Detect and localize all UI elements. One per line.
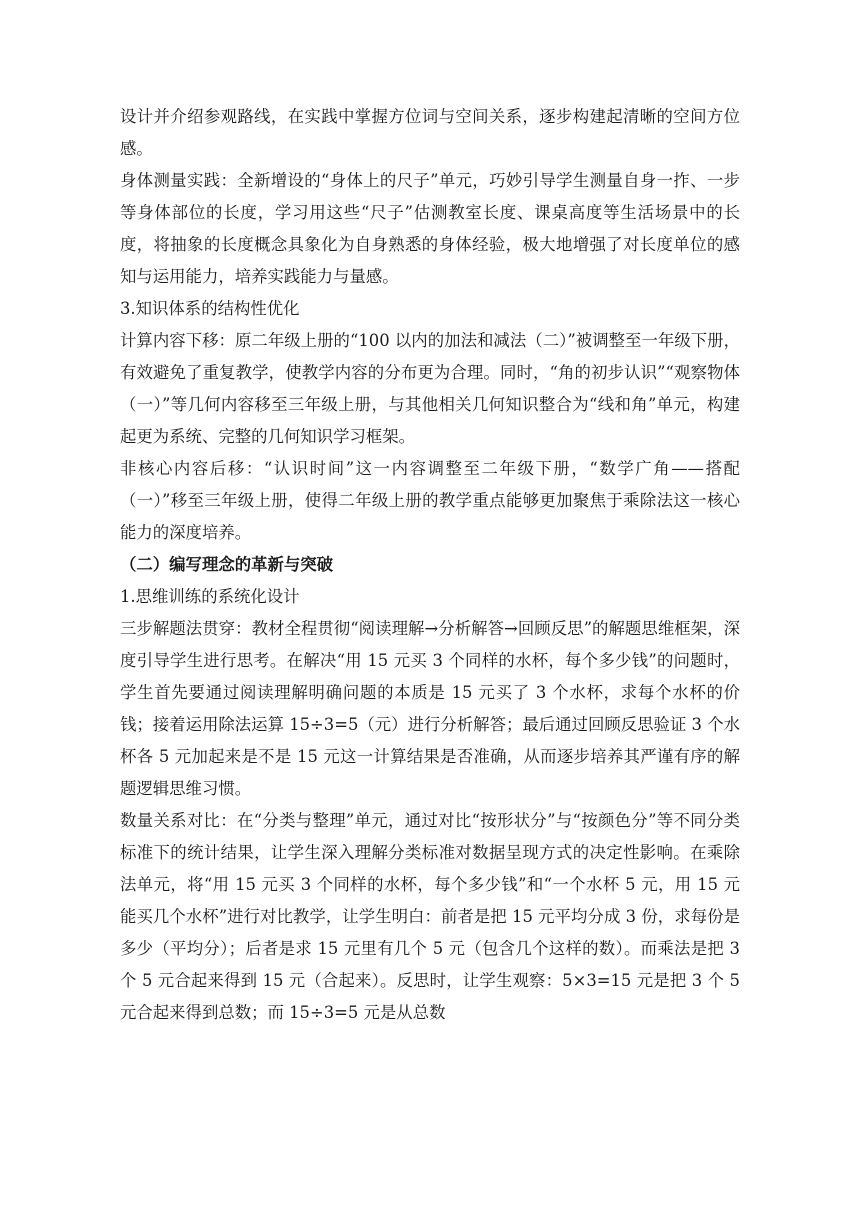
paragraph-calculation-shift: 计算内容下移：原二年级上册的“100 以内的加法和减法（二）”被调整至一年级下册，有效避免了重复教学，使教学内容的分布更为合理。同时，“角的初步认识”“观察物体（一）”等几何内容移至三年级上册，与其他相关几何知识整合为“线和角”单元，构建起更为系统、完整的几何知识学习框架。 bbox=[120, 331, 740, 446]
section-heading-writing-concept: （二）编写理念的革新与突破 bbox=[120, 555, 334, 574]
paragraph-quantity-comparison: 数量关系对比：在“分类与整理”单元，通过对比“按形状分”与“按颜色分”等不同分类标准下的统计结果，让学生深入理解分类标准对数据呈现方式的决定性影响。在乘除法单元，将“用 15 元买 3 个同样的水杯，每个多少钱”和“一个水杯 5 元，用 15 元能买几个水杯”进行对比教学，让学生明白：前者是把 15 元平均分成 3 份，求每份是多少（平均分）；后者是求 15 元里有几个 5 元（包含几个这样的数）。而乘法是把 3 个 5 元合起来得到 15 元（合起来）。反思时，让学生观察：5×3=15 元是把 3 个 5 元合起来得到总数；而 15÷3=5 元是从总数 bbox=[120, 811, 740, 1022]
paragraph-three-step-method: 三步解题法贯穿：教材全程贯彻“阅读理解→分析解答→回顾反思”的解题思维框架，深度引导学生进行思考。在解决“用 15 元买 3 个同样的水杯，每个多少钱”的问题时，学生首先要通过阅读理解明确问题的本质是 15 元买了 3 个水杯，求每个水杯的价钱；接着运用除法运算 15÷3=5（元）进行分析解答；最后通过回顾反思验证 3 个水杯各 5 元加起来是不是 15 元这一计算结果是否准确，从而逐步培养其严谨有序的解题逻辑思维习惯。 bbox=[120, 619, 740, 798]
paragraph-spatial-sense: 设计并介绍参观路线，在实践中掌握方位词与空间关系，逐步构建起清晰的空间方位感。 bbox=[120, 107, 740, 158]
subheading-thinking-training: 1.思维训练的系统化设计 bbox=[120, 587, 300, 606]
document-body bbox=[120, 101, 740, 1029]
paragraph-body-measurement: 身体测量实践：全新增设的“身体上的尺子”单元，巧妙引导学生测量自身一拃、一步等身体部位的长度，学习用这些“尺子”估测教室长度、课桌高度等生活场景中的长度，将抽象的长度概念具象化为自身熟悉的身体经验，极大地增强了对长度单位的感知与运用能力，培养实践能力与量感。 bbox=[120, 171, 740, 286]
subheading-knowledge-structure: 3.知识体系的结构性优化 bbox=[120, 299, 300, 318]
paragraph-noncore-shift: 非核心内容后移：“认识时间”这一内容调整至二年级下册，“数学广角——搭配（一）”移至三年级上册，使得二年级上册的教学重点能够更加聚焦于乘除法这一核心能力的深度培养。 bbox=[120, 459, 740, 542]
